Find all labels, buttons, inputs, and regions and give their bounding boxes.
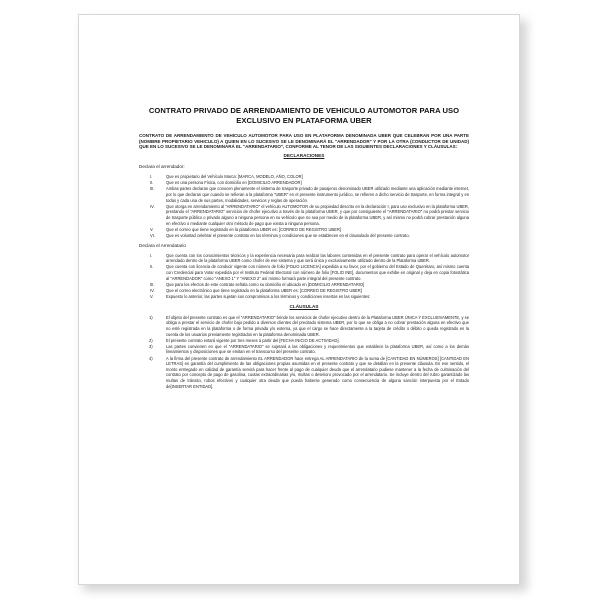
arrendador-item	[139, 186, 469, 203]
item-text: Que otorga en arrendamiento al "ARRENDATARIO" el vehículo AUTOMOTOR de su propiedad descrito en la declaración I, para uso exclusivo en la plataforma UBER, prestando el "ARRENDATARIO" servicios de chofer ejecutivo a través de la plataforma UBER, y que por consiguiente el "ARRENDATARIO" no podrá prestar servicio de trasporte público o privado alguno a ninguna persona en su vehículo que no sea por medio de la plataforma UBER, y así mismo no podrá cobrar prestación alguna en efectivo o mediante cualquier otro método de pago que exista a ninguna persona.	[166, 203, 469, 226]
document-title: CONTRATO PRIVADO DE ARRENDAMIENTO DE VEHICULO AUTOMOTOR PARA USO EXCLUSIVO EN PLATAFORMA UBER	[148, 106, 460, 125]
arrendador-item	[139, 227, 469, 233]
clausula-item	[139, 356, 469, 390]
item-number: 2)	[149, 337, 153, 343]
arrendatario-label: Declara el Arrendatario	[139, 242, 186, 248]
item-text: El presente contrato estará vigente por tres meses a partir del [FECHA INICIO DE ACTIVIDAD].	[166, 337, 340, 343]
arrendatario-item	[139, 282, 469, 288]
item-number: 4)	[149, 355, 153, 361]
item-number: II.	[150, 180, 154, 186]
item-text: Que para los efectos de este contrato señala como su domicilio el ubicado en [DOMICILIO ARRENDATARIO]	[166, 281, 365, 287]
clausula-item	[139, 338, 469, 344]
item-text: Expuesto lo anterior, las partes sujetan sus compromisos a los términos y condiciones insertas en las siguientes:	[166, 294, 371, 300]
item-text: A la firma del presente contrato de arrendamiento EL ARRENDADOR hace entrega AL ARRENDATARIO de la suma de [CANTIDAD EN NÚMEROS] [CANTIDAD EN LETRAS] en garantía del cumplimiento de las obligaciones propias asumidas en el presente contrato y que se detallan en la presente cláusula. En ese sentido, el monto entregado en calidad de garantía servirá para hacer frente al pago de cualquier deuda que el arrendatario pudiese mantener a la fecha de culminación del contrato por concepto de pago de gasolina, cuotas extraordinarias y/o, multas o deterioro provocado por el arrendatario. Se incluye dentro del rubro garantizado las multas de tránsito, robos efectivos y cualquier otra deuda que pueda haberse generado como consecuencia de alguna sanción interpuesta por el Estado de[INSERTAR ENTIDAD].	[166, 355, 469, 389]
item-text: Que cuenta con los conocimientos técnicos y la experiencia necesaria para realizar las labores contenidas en el presente contrato para operar el vehículo automotor arrendado dentro de la plataforma UBER como chofer de ese sistema y que será única y exclusivamente utilizado dentro de la Plataforma UBER.	[166, 252, 469, 264]
document-page	[78, 14, 520, 585]
item-number: III.	[150, 186, 155, 192]
intro-paragraph: CONTRATO DE ARRENDAMIENTO DE VEHICULO AUTOMOTOR PARA USO EN PLATAFORMA DENOMINADA UBER QUE CELEBRAN POR UNA PARTE (NOMBRE PROPIETARIO VEHICULO) A QUIEN EN LO SUCESIVO SE LE DENOMINARÁ EL "ARRENDADOR" Y POR LA OTRA (CONDUCTOR DE UNIDAD) QUE EN LO SUCESIVO SE LE DENOMINARÁ EL "ARRENDATARIO", CONFORME AL TENOR DE LAS SIGUIENTES DECLARACIONES Y CLÁUSULAS:	[139, 133, 469, 150]
clausula-item	[139, 344, 469, 355]
clausulas-heading: CLÁUSULAS	[289, 303, 319, 309]
item-number: IV.	[150, 287, 155, 293]
arrendador-label: Declara el arrendador:	[139, 164, 185, 170]
item-number: III.	[150, 281, 155, 287]
clausula-item	[139, 315, 469, 337]
item-text: Que cuenta con licencia de conducir vigente con número de folio [FOLIO LICENCIA] expedida a su favor, por el gobierno del Estado de Querétaro, así mismo cuenta con Credencial para Votar expedida por el Instituto Federal Electoral con número de folio [FOLIO INE], documentos que exhibe en original y deja en copia fotostática al "ARRENDADOR" como "ANEXO 1" Y "ANEXO 2" así mismo formará parte integral del presente contrato.	[166, 264, 469, 281]
item-text: Ambas partes declaran que conocen plenamente el sistema de trasporte privado de pasajeros denominado UBER utilizado mediante una aplicación mediante internet, por lo que declaran que cuando se refieran a la plataforma "UBER" en el presente instrumento jurídico, se refieren a dicho servicio de trasporte, en forma integral y en todas y cada una de sus partes, modalidades, servicios y reglas de operación.	[166, 186, 469, 203]
arrendatario-item	[139, 253, 469, 264]
item-number: VI.	[150, 233, 156, 239]
declaraciones-heading: DECLARACIONES	[283, 153, 325, 159]
item-text: El objeto del presente contrato es que el "ARRENDATARIO" brinde los servicios de chofer ejecutivo dentro de la Plataforma UBER ÚNICA Y EXCLUSIVAMENTE, y se obliga a prestar el servicio de chofer bajo pedido a diversos clientes del precitado sistema UBER, por lo que se obliga a no cobrar prestación alguna en efectivo que no esté registrada en la plataforma o de forma privada y/o externa, ya que el cargo se hace directamente a la tarjeta de crédito o débito o queda registrado en la cuenta de los usuarios previamente registrados en la plataforma denominada UBER.	[166, 314, 469, 337]
arrendatario-item	[139, 264, 469, 281]
item-text: Que el correo electrónico que tiene registrado en la plataforma UBER es: [CORREO DE REGISTRO UBER]	[166, 287, 362, 293]
item-number: I.	[150, 252, 153, 258]
item-number: IV.	[150, 203, 155, 209]
item-text: Que es una persona Física, con domicilio en [DOMICILIO ARRENDADOR]	[166, 180, 302, 186]
arrendatario-item	[139, 294, 469, 300]
document-content	[139, 106, 469, 393]
arrendador-list	[139, 174, 469, 239]
item-text: Las partes convienen en que el "ARRENDATARIO" se sujetará a las obligaciones y requerimientos que establece la plataforma UBER, así como a los demás lineamientos y disposiciones que se emitan en el transcurso del presente contrato.	[166, 343, 469, 355]
arrendatario-item	[139, 288, 469, 294]
item-number: V.	[150, 294, 154, 300]
item-text: Que es voluntad celebrar el presente contrato en los términos y condiciones que se establecen en el clausulado del presente contrato.	[166, 233, 410, 239]
item-number: V.	[150, 226, 154, 232]
arrendador-item	[139, 174, 469, 180]
item-text: Que es propietario del Vehículo Marca: [MARCA, MODELO, AÑO, COLOR]	[166, 174, 303, 180]
arrendador-item	[139, 204, 469, 226]
item-number: 3)	[149, 343, 153, 349]
item-number: I.	[150, 174, 153, 180]
item-text: Que el correo que tiene registrado en la plataforma UBER es: [CORREO DE REGISTRO UBER]	[166, 226, 341, 232]
item-number: 1)	[149, 314, 153, 320]
arrendador-item	[139, 180, 469, 186]
arrendador-item	[139, 233, 469, 239]
arrendatario-list	[139, 253, 469, 300]
clausulas-list	[139, 315, 469, 390]
item-number: II.	[150, 264, 154, 270]
